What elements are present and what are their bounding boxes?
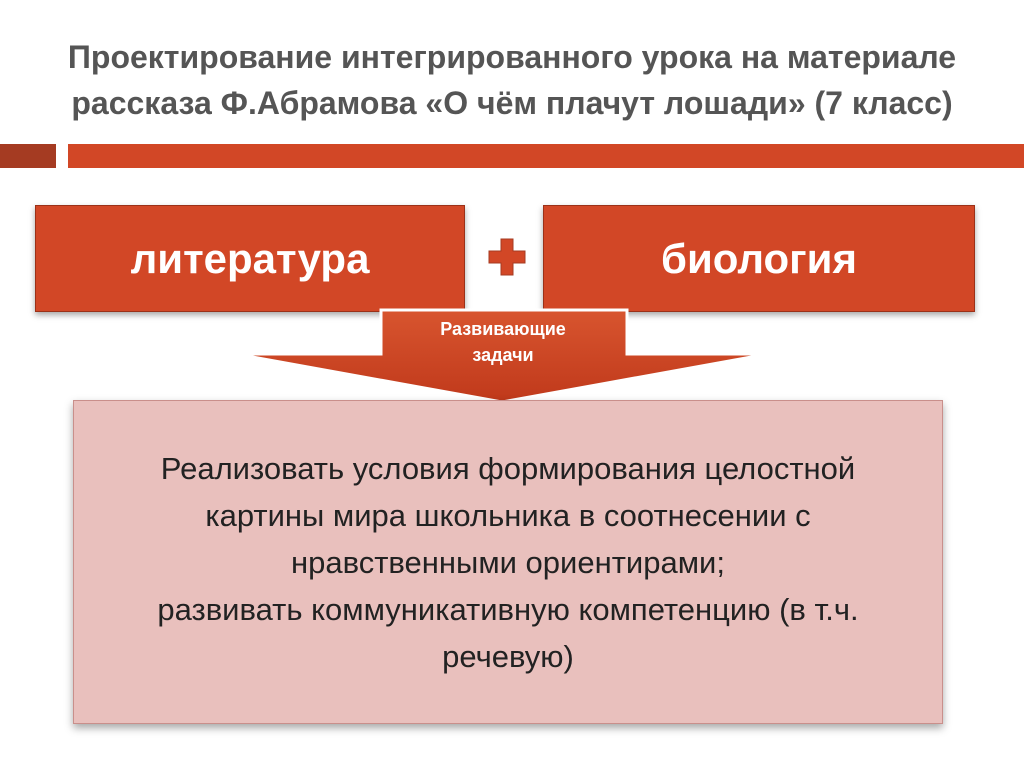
goal-line: картины мира школьника в соотнесении с (205, 497, 811, 533)
subject-box-biology (543, 205, 975, 312)
title-line-1: Проектирование интегрированного урока на материале (67, 39, 957, 75)
goal-line: нравственными ориентирами; (291, 544, 725, 580)
slide-title (20, 34, 1004, 126)
arrow-label-line-2: задачи (472, 345, 534, 365)
title-rule-light (68, 144, 1024, 168)
goal-line: развивать коммуникативную компетенцию (в т.ч. (157, 591, 859, 627)
goal-box (73, 400, 943, 724)
subject-label-literature: литература (130, 234, 370, 282)
arrow-label (380, 316, 626, 368)
goal-line: Реализовать условия формирования целостной (160, 450, 856, 486)
subject-label-biology: биология (661, 234, 857, 282)
subject-box-literature (35, 205, 465, 312)
plus-icon (486, 236, 528, 278)
goal-line: речевую) (442, 638, 574, 674)
arrow-label-line-1: Развивающие (440, 319, 566, 339)
title-line-2: рассказа Ф.Абрамова «О чём плачут лошади» (7 класс) (71, 85, 953, 121)
title-rule-dark (0, 144, 56, 168)
